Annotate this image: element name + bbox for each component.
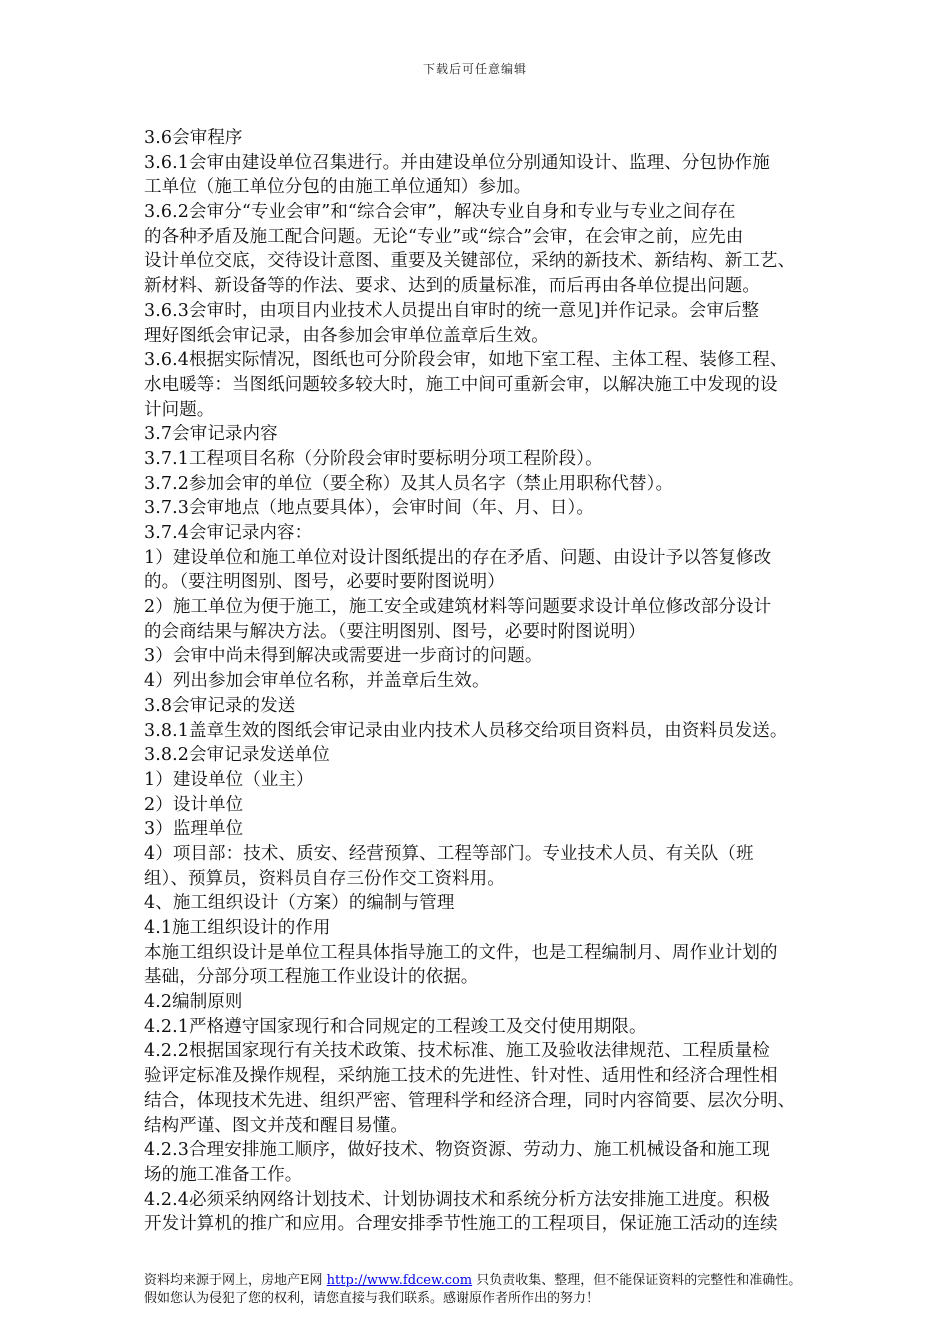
body-line: 开发计算机的推广和应用。合理安排季节性施工的工程项目，保证施工活动的连续 bbox=[144, 1214, 778, 1235]
body-line: 4、施工组织设计（方案）的编制与管理 bbox=[144, 893, 455, 914]
body-line: 场的施工准备工作。 bbox=[144, 1164, 303, 1185]
footer-line-1 bbox=[144, 1272, 864, 1290]
body-line: 水电暖等：当图纸问题较多较大时，施工中间可重新会审，以解决施工中发现的设 bbox=[144, 374, 778, 395]
body-line: 2）施工单位为便于施工，施工安全或建筑材料等问题要求设计单位修改部分设计 bbox=[144, 597, 772, 618]
body-line: 工单位（施工单位分包的由施工单位通知）参加。 bbox=[144, 177, 532, 198]
body-line: 3.8会审记录的发送 bbox=[144, 695, 296, 716]
body-line: 组）、预算员，资料员自存三份作交工资料用。 bbox=[144, 868, 505, 889]
body-line: 结合，体现技术先进、组织严密、管理科学和经济合理，同时内容简要、层次分明、 bbox=[144, 1090, 796, 1111]
body-line: 4）列出参加会审单位名称，并盖章后生效。 bbox=[144, 671, 490, 692]
body-line: 3.6.4根据实际情况，图纸也可分阶段会审，如地下室工程、主体工程、装修工程、 bbox=[144, 350, 788, 371]
body-line: 3.8.2会审记录发送单位 bbox=[144, 745, 330, 766]
body-line: 2）设计单位 bbox=[144, 794, 244, 815]
body-line: 基础，分部分项工程施工作业设计的依据。 bbox=[144, 967, 479, 988]
body-line: 4.2.2根据国家现行有关技术政策、技术标准、施工及验收法律规范、工程质量检 bbox=[144, 1041, 770, 1062]
body-line: 4.2编制原则 bbox=[144, 992, 243, 1013]
footer-text-after-link: 只负责收集、整理，但不能保证资料的完整性和准确性。 bbox=[472, 1273, 802, 1288]
body-line: 的会商结果与解决方法。（要注明图别、图号，必要时附图说明） bbox=[144, 621, 646, 642]
footer-text-before-link: 资料均来源于网上，房地产E网 bbox=[144, 1273, 327, 1288]
body-line: 3.6.1会审由建设单位召集进行。并由建设单位分别通知设计、监理、分包协作施 bbox=[144, 152, 770, 173]
body-line: 4.2.1严格遵守国家现行和合同规定的工程竣工及交付使用期限。 bbox=[144, 1016, 647, 1037]
body-line: 3.6会审程序 bbox=[144, 128, 243, 148]
body-line: 4.1施工组织设计的作用 bbox=[144, 918, 331, 938]
body-line: 3.7.1工程项目名称（分阶段会审时要标明分项工程阶段）。 bbox=[144, 448, 603, 469]
body-line: 3.6.3会审时，由项目内业技术人员提出自审时的统一意见]并作记录。会审后整 bbox=[144, 300, 760, 321]
footer-website-link[interactable]: http://www.fdcew.com bbox=[326, 1273, 473, 1288]
body-line: 4.2.3合理安排施工顺序，做好技术、物资资源、劳动力、施工机械设备和施工现 bbox=[144, 1140, 770, 1161]
body-line: 3）会审中尚未得到解决或需要进一步商讨的问题。 bbox=[144, 646, 543, 667]
page-header bbox=[0, 60, 950, 77]
page-footer bbox=[144, 1272, 864, 1308]
body-line: 3）监理单位 bbox=[144, 819, 244, 840]
body-line: 结构严谨、图文并茂和醒目易懂。 bbox=[144, 1115, 408, 1136]
body-line: 3.8.1盖章生效的图纸会审记录由业内技术人员移交给项目资料员，由资料员发送。 bbox=[144, 720, 788, 741]
body-line: 4）项目部：技术、质安、经营预算、工程等部门。专业技术人员、有关队（班 bbox=[144, 843, 754, 864]
body-line: 理好图纸会审记录，由各参加会审单位盖章后生效。 bbox=[144, 325, 549, 346]
body-line: 1）建设单位（业主） bbox=[144, 769, 314, 790]
document-body bbox=[144, 126, 856, 1237]
body-line: 设计单位交底，交待设计意图、重要及关键部位，采纳的新技术、新结构、新工艺、 bbox=[144, 251, 796, 272]
body-line: 3.7.4会审记录内容： bbox=[144, 523, 313, 543]
body-line: 计问题。 bbox=[144, 399, 215, 420]
body-line: 3.7.3会审地点（地点要具体），会审时间（年、月、日）。 bbox=[144, 498, 594, 519]
body-line: 1）建设单位和施工单位对设计图纸提出的存在矛盾、问题、由设计予以答复修改 bbox=[144, 547, 772, 568]
footer-line-2: 假如您认为侵犯了您的权利，请您直接与我们联系。感谢原作者所作出的努力！ bbox=[144, 1291, 600, 1306]
body-line: 3.7会审记录内容 bbox=[144, 424, 278, 445]
header-note: 下载后可任意编辑 bbox=[422, 62, 527, 76]
body-line: 新材料、新设备等的作法、要求、达到的质量标准，而后再由各单位提出问题。 bbox=[144, 276, 760, 297]
body-line: 的。（要注明图别、图号，必要时要附图说明） bbox=[144, 572, 505, 593]
body-line: 3.7.2参加会审的单位（要全称）及其人员名字（禁止用职称代替）。 bbox=[144, 473, 674, 494]
body-line: 本施工组织设计是单位工程具体指导施工的文件，也是工程编制月、周作业计划的 bbox=[144, 942, 778, 963]
body-line: 验评定标准及操作规程，采纳施工技术的先进性、针对性、适用性和经济合理性相 bbox=[144, 1066, 778, 1087]
body-line: 的各种矛盾及施工配合问题。无论“专业”或“综合”会审，在会审之前，应先由 bbox=[144, 226, 744, 247]
body-line: 4.2.4必须采纳网络计划技术、计划协调技术和系统分析方法安排施工进度。积极 bbox=[144, 1189, 770, 1210]
body-line: 3.6.2会审分“专业会审”和“综合会审”，解决专业自身和专业与专业之间存在 bbox=[144, 202, 736, 223]
